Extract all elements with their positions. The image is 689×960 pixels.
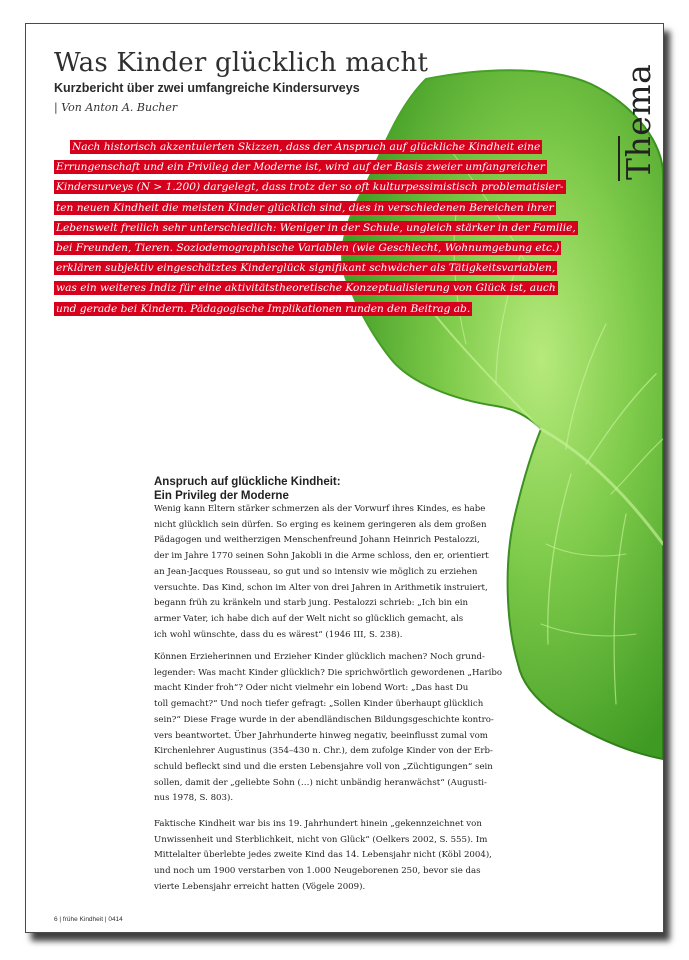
abstract-line: erklären subjektiv eingeschätztes Kinderglück signifikant schwächer als Tätigkeitsvariablen, xyxy=(56,262,556,275)
section-heading xyxy=(154,475,341,503)
text-line: schuld befleckt sind und die ersten Lebensjahre voll von „Züchtigungen“ sein xyxy=(154,761,493,772)
abstract-line: Nach historisch akzentuierten Skizzen, dass der Anspruch auf glückliche Kindheit eine xyxy=(72,141,541,153)
text-line: armer Vater, ich habe dich auf der Welt nicht so glücklich gemacht, als xyxy=(154,613,464,624)
text-line: Faktische Kindheit war bis ins 19. Jahrhundert hinein „gekennzeichnet von xyxy=(154,819,482,829)
text-line: sein?“ Diese Frage wurde in der abendländischen Bildungsgeschichte kontro- xyxy=(154,714,494,725)
text-line: Unwissenheit und Sterblichkeit, nicht von Glück“ (Oelkers 2002, S. 555). Im xyxy=(154,834,488,845)
text-line: toll gemacht?“ Und noch tiefer gefragt: „Sollen Kinder überhaupt glücklich xyxy=(154,699,484,710)
text-line: vers beantwortet. Über Jahrhunderte hinweg negativ, beeinflusst zumal vom xyxy=(154,730,488,741)
text-line: ich wohl wünschte, dass du es wärest“ (1946 III, S. 238). xyxy=(154,629,403,640)
text-line: Können Erzieherinnen und Erzieher Kinder glücklich machen? Noch grund- xyxy=(154,652,485,662)
section-label-text: Thema xyxy=(619,63,658,180)
text-line: begann früh zu kränkeln und starb jung. Pestalozzi schrieb: „Ich bin ein xyxy=(154,598,469,609)
abstract xyxy=(54,137,574,319)
abstract-line: was ein weiteres Indiz für eine aktivitätstheoretische Konzeptualisierung von Glück ist, auch xyxy=(56,282,556,295)
text-line: Pädagogen und weitherzigen Menschenfreund Johann Heinrich Pestalozzi, xyxy=(154,535,480,546)
text-line: Wenig kann Eltern stärker schmerzen als der Vorwurf ihres Kindes, es habe xyxy=(154,504,486,514)
text-line: Mittelalter überlebte jedes zweite Kind das 14. Lebensjahr nicht (Köbl 2004), xyxy=(154,850,492,861)
abstract-line: und gerade bei Kindern. Pädagogische Implikationen runden den Beitrag ab. xyxy=(56,302,471,315)
article-subtitle: Kurzbericht über zwei umfangreiche Kindersurveys xyxy=(54,81,360,95)
article-title: Was Kinder glücklich macht xyxy=(54,48,429,78)
text-line: und noch um 1900 verstarben von 1.000 Neugeborenen 250, bevor sie das xyxy=(154,866,481,877)
abstract-line: Errungenschaft und ein Privileg der Moderne ist, wird auf der Basis zweier umfangreicher xyxy=(56,161,545,174)
abstract-line: bei Freunden, Tieren. Soziodemographische Variablen (wie Geschlecht, Wohnumgebung etc.) xyxy=(56,242,560,255)
section-heading-line: Anspruch auf glückliche Kindheit: xyxy=(154,476,341,488)
page-footer: 6 | frühe Kindheit | 0414 xyxy=(54,916,123,923)
text-line: nus 1978, S. 803). xyxy=(154,793,234,804)
text-line: sollen, damit der „geliebte Sohn (…) nicht unbändig heranwächst“ (Augusti- xyxy=(154,777,487,788)
abstract-line: ten neuen Kindheit die meisten Kinder glücklich sind, dies in verschiedenen Bereichen ihrer xyxy=(56,201,554,214)
text-line: versuchte. Das Kind, schon im Alter von drei Jahren in Arithmetik instruiert, xyxy=(154,582,488,593)
section-heading-line: Ein Privileg der Moderne xyxy=(154,490,289,502)
body-paragraph-3 xyxy=(154,817,512,896)
abstract-line: Lebenswelt freilich sehr unterschiedlich: Weniger in der Schule, ungleich stärker in der Familie, xyxy=(56,221,576,234)
text-line: an Jean-Jacques Rousseau, so gut und so intensiv wie möglich zu erziehen xyxy=(154,566,478,577)
text-line: vierte Lebensjahr erreicht hatten (Vögele 2009). xyxy=(154,881,366,892)
body-paragraph-1 xyxy=(154,502,512,643)
abstract-line: Kindersurveys (N > 1.200) dargelegt, dass trotz der so oft kulturpessimistisch problematisier- xyxy=(56,181,564,194)
text-line: der im Jahre 1770 seinen Sohn Jakobli in die Arme schloss, den er, orientiert xyxy=(154,551,489,562)
body-paragraph-2 xyxy=(154,650,512,807)
text-line: macht Kinder froh“? Oder nicht vielmehr ein lobend Wort: „Das hast Du xyxy=(154,683,469,694)
text-line: Kirchenlehrer Augustinus (354–430 n. Chr.), dem zufolge Kinder von der Erb- xyxy=(154,746,493,757)
text-line: legender: Was macht Kinder glücklich? Die sprichwörtlich gewordenen „Haribo xyxy=(154,667,503,678)
author-line: | Von Anton A. Bucher xyxy=(54,101,178,114)
text-line: nicht glücklich sein dürfen. So erging es keinem geringeren als dem großen xyxy=(154,519,487,530)
magazine-page xyxy=(25,23,664,933)
section-label xyxy=(619,28,658,188)
